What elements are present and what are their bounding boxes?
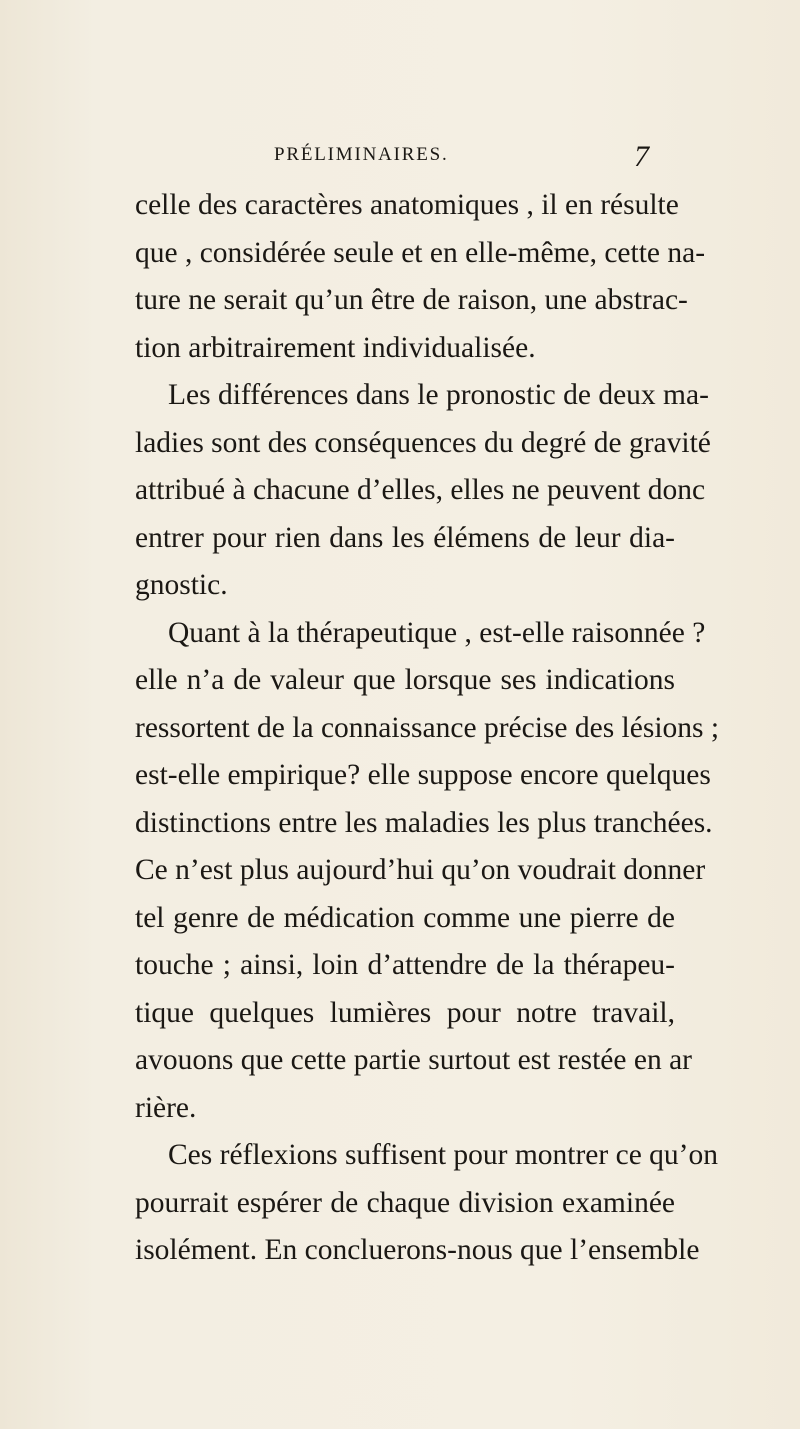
- text-line: tique quelques lumières pour notre travail,: [135, 996, 675, 1029]
- text-line: celle des caractères anatomiques , il en résulte: [135, 189, 679, 221]
- text-line: entrer pour rien dans les élémens de leur dia-: [135, 521, 675, 554]
- text-line: gnostic.: [135, 569, 228, 601]
- text-line: ture ne serait qu’un être de raison, une abstrac-: [135, 284, 688, 316]
- paragraph-start-line: Les différences dans le pronostic de deux ma-: [168, 379, 709, 411]
- text-line: rière.: [135, 1091, 197, 1124]
- text-line: isolément. En concluerons-nous que l’ensemble: [135, 1234, 700, 1266]
- text-line: attribué à chacune d’elles, elles ne peuvent donc: [135, 474, 706, 506]
- body-text: [135, 182, 720, 1275]
- text-line: est-elle empirique? elle suppose encore quelques: [135, 759, 711, 791]
- page-header: [0, 140, 800, 180]
- text-line: Ce n’est plus aujourd’hui qu’on voudrait donner: [135, 854, 706, 886]
- text-line: ressortent de la connaissance précise des lésions ;: [135, 711, 720, 744]
- text-line: avouons que cette partie surtout est restée en ar: [135, 1044, 692, 1076]
- text-line: distinctions entre les maladies les plus tranchées.: [135, 806, 713, 839]
- paragraph-start-line: Ces réflexions suffisent pour montrer ce qu’on: [168, 1139, 718, 1171]
- text-line: tion arbitrairement individualisée.: [135, 331, 536, 364]
- page-number: 7: [634, 140, 649, 173]
- text-line: tel genre de médication comme une pierre de: [135, 901, 675, 934]
- text-line: pourrait espérer de chaque division examinée: [135, 1186, 675, 1219]
- running-head: PRÉLIMINAIRES.: [274, 144, 449, 165]
- text-line: que , considérée seule et en elle-même, cette na-: [135, 236, 706, 269]
- paragraph-start-line: Quant à la thérapeutique , est-elle raisonnée ?: [168, 616, 706, 649]
- text-line: elle n’a de valeur que lorsque ses indications: [135, 664, 675, 696]
- text-line: touche ; ainsi, loin d’attendre de la thérapeu-: [135, 949, 675, 981]
- text-line: ladies sont des conséquences du degré de gravité: [135, 426, 711, 459]
